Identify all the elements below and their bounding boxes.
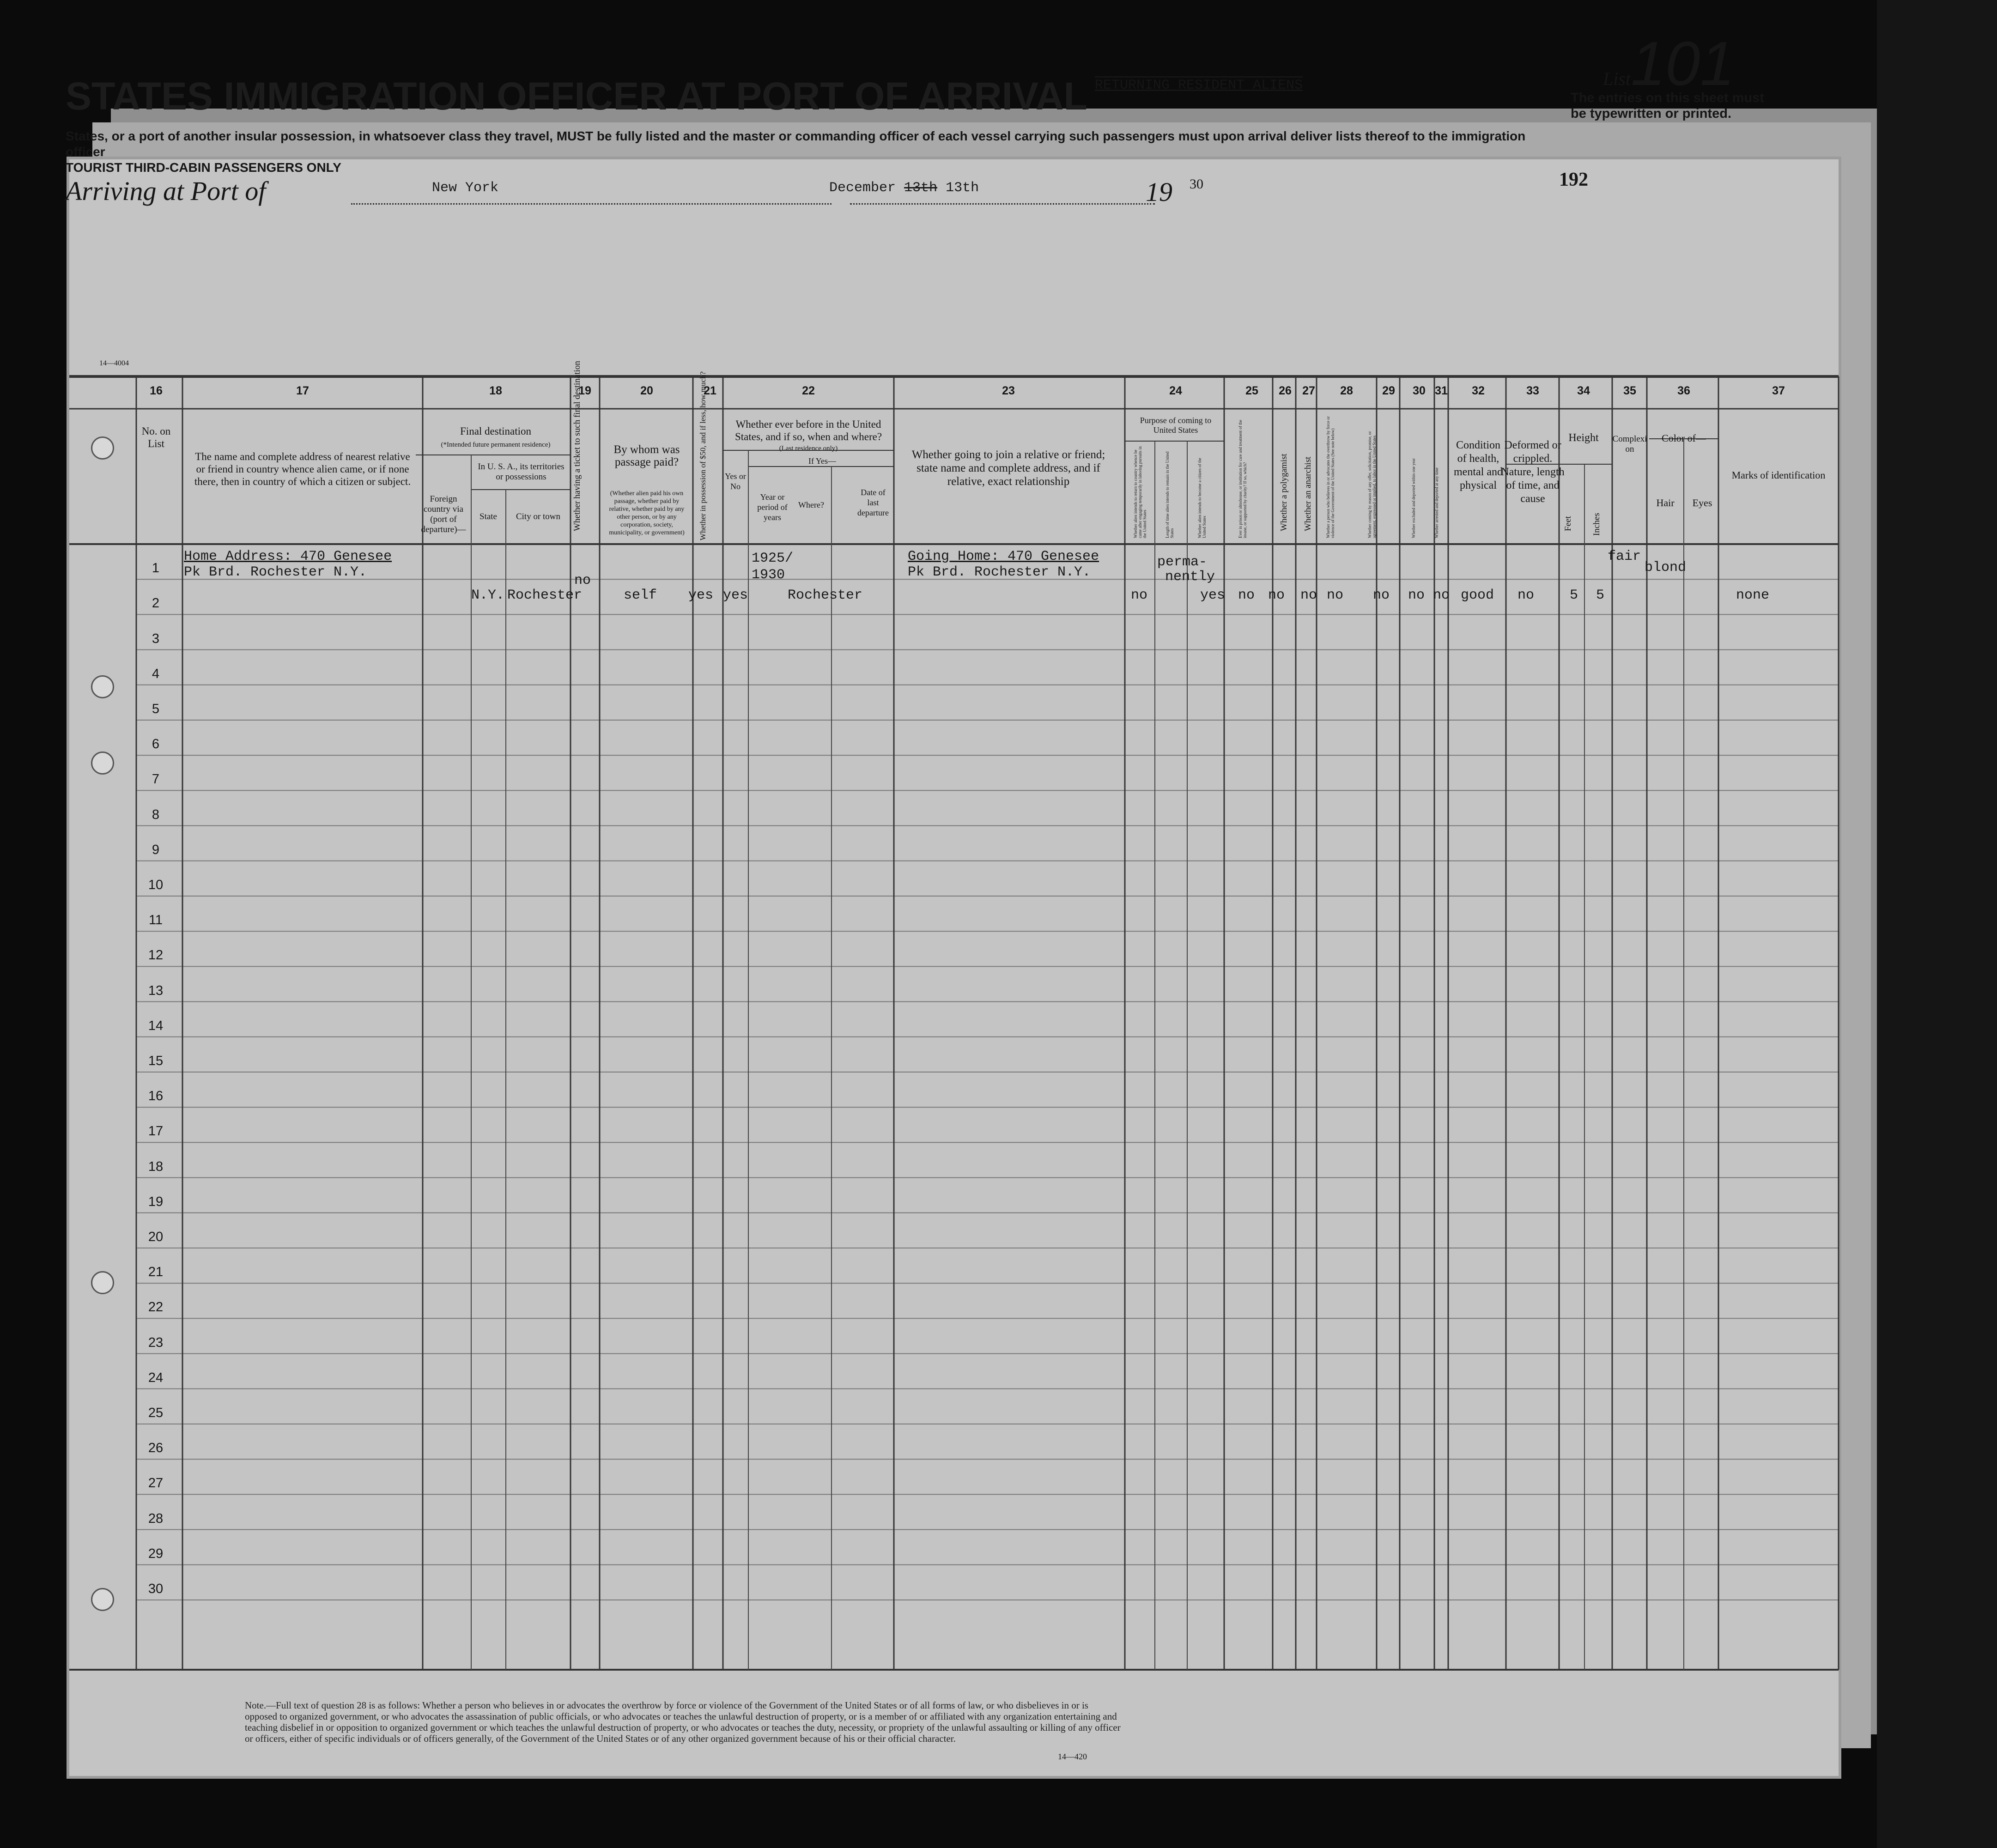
- row-number: 2: [152, 596, 160, 611]
- port-value: New York: [432, 180, 499, 196]
- header-offer-labor: Whether coming by reason of any offer, solicitation, promise, or agreement, expressed or implied, to labor in the United States: [1367, 431, 1377, 538]
- header-nearest-relative: The name and complete address of nearest relative or friend in country whence alien came, or if none there, then in country of which a citizen or subject.: [194, 451, 411, 487]
- header-city: City or town: [516, 512, 561, 521]
- entry-ticket: no: [574, 573, 591, 588]
- row-number: 26: [148, 1441, 164, 1456]
- header-eyes: Eyes: [1692, 497, 1712, 509]
- col-num: 17: [296, 384, 309, 397]
- date-month: December: [829, 180, 896, 196]
- header-length-of-stay: Length of time alien intends to remain in the United States: [1165, 451, 1174, 538]
- form-number-bottom: 14—420: [1058, 1752, 1087, 1761]
- col-num: 31: [1435, 384, 1448, 397]
- header-inches: Inches: [1592, 513, 1602, 536]
- entry-before-yes: yes: [723, 588, 748, 603]
- entry-return-country: no: [1131, 588, 1148, 603]
- entry-marks: none: [1736, 588, 1770, 603]
- row-number: 30: [148, 1581, 164, 1596]
- col-num: 21: [704, 384, 716, 397]
- list-number-value: 101: [1631, 29, 1735, 98]
- entry-join-1: Going Home: 470 Genesee: [908, 549, 1099, 564]
- entry-deported: no: [1433, 588, 1450, 603]
- header-color-of: Color of—: [1662, 432, 1706, 444]
- col-num: 37: [1772, 384, 1785, 397]
- header-intend-citizen: Whether alien intends to become a citizen of the United States: [1197, 458, 1207, 538]
- header-complexion: Complexion: [1612, 434, 1647, 454]
- year-prefix: 19: [1146, 177, 1172, 207]
- entry-polygamist: no: [1268, 588, 1285, 603]
- header-foreign-country: Foreign country via (port of departure)—: [421, 494, 466, 534]
- header-feet: Feet: [1563, 516, 1573, 531]
- date-struck: 13th: [904, 180, 938, 196]
- row-number: 3: [152, 631, 160, 646]
- col-num: 35: [1623, 384, 1636, 397]
- entry-complexion: fair: [1608, 549, 1641, 564]
- entry-money: yes: [688, 588, 714, 603]
- entry-where: Rochester: [788, 588, 863, 603]
- page-title: STATES IMMIGRATION OFFICER AT PORT OF ARRIVAL: [66, 74, 1087, 118]
- col-num: 18: [489, 384, 502, 397]
- header-excluded: Whether excluded and deported within one year: [1411, 458, 1416, 538]
- row-number: 6: [152, 737, 160, 752]
- header-polygamist: Whether a polygamist: [1279, 454, 1289, 531]
- returning-stamp: RETURNING RESIDENT ALIENS: [1095, 78, 1303, 93]
- row-number: 14: [148, 1018, 164, 1033]
- row-number: 29: [148, 1546, 164, 1561]
- header-deformed: Deformed or crippled. Nature, length of time, and cause: [1501, 439, 1565, 505]
- subtitle-line-2: TOURIST THIRD-CABIN PASSENGERS ONLY: [66, 160, 341, 175]
- row-number: 28: [148, 1511, 164, 1526]
- entry-passage: self: [624, 588, 657, 603]
- col-num: 34: [1577, 384, 1590, 397]
- col-num: 27: [1302, 384, 1315, 397]
- header-last-departure: Date of last departure: [857, 488, 889, 517]
- entry-city: Rochester: [507, 588, 583, 603]
- entry-overthrow: no: [1327, 588, 1344, 603]
- row-number: 27: [148, 1476, 164, 1491]
- date-day: 13th: [946, 180, 979, 196]
- col-num: 23: [1002, 384, 1015, 397]
- header-height: Height: [1568, 432, 1599, 444]
- header-health: Condition of health, mental and physical: [1454, 439, 1503, 491]
- header-no-on-list: No. on List: [141, 425, 171, 449]
- year-suffix: 30: [1190, 176, 1203, 192]
- header-return-country: Whether alien intends to return to country whence he came after engaging temporarily in laboring pursuits in the United States: [1133, 446, 1147, 538]
- entry-length-2: nently: [1165, 569, 1215, 585]
- header-final-destination: Final destination: [460, 425, 531, 437]
- header-overthrow: Whether a person who believes in or advocates the overthrow by force or violence of the Government of the United States (See note below): [1326, 416, 1335, 538]
- header-yes-no: Yes or No: [725, 472, 746, 491]
- row-number: 23: [148, 1335, 164, 1350]
- entry-feet: 5: [1570, 588, 1578, 603]
- header-marks: Marks of identification: [1731, 469, 1826, 481]
- header-purpose: Purpose of coming to United States: [1140, 416, 1212, 435]
- row-number: 19: [148, 1194, 164, 1209]
- col-num: 30: [1413, 384, 1426, 397]
- entry-health: good: [1461, 588, 1494, 603]
- header-final-destination-note: (*Intended future permanent residence): [441, 441, 551, 448]
- row-number: 9: [152, 842, 160, 857]
- col-num: 28: [1340, 384, 1353, 397]
- header-in-usa: In U. S. A., its territories or possessions: [478, 462, 565, 482]
- row-number: 15: [148, 1054, 164, 1068]
- entry-home-address-1: Home Address: 470 Genesee: [184, 549, 392, 564]
- row-number: 24: [148, 1370, 164, 1385]
- header-money: Whether in possession of $50, and if less, how much?: [698, 371, 707, 540]
- row-number: 4: [152, 666, 160, 681]
- row-number: 11: [148, 913, 163, 928]
- printed-year: 192: [1559, 169, 1588, 190]
- col-num: 20: [640, 384, 653, 397]
- form-number-top: 14—4004: [99, 359, 129, 367]
- header-ever-before-note: (Last residence only): [779, 445, 838, 452]
- row-number: 22: [148, 1300, 164, 1315]
- entry-offer: no: [1373, 588, 1390, 603]
- header-deported: Whether arrested and deported at any time: [1434, 467, 1439, 538]
- header-where: Where?: [798, 500, 824, 509]
- header-hair: Hair: [1656, 497, 1675, 509]
- entry-deformed: no: [1517, 588, 1535, 603]
- header-passage-note: (Whether alien paid his own passage, whether paid by relative, whether paid by any other person, or by any corporation, society, municipality, or government): [609, 490, 685, 536]
- entry-anarchist: no: [1300, 588, 1317, 603]
- header-ever-before: Whether ever before in the United States, and if so, when and where?: [734, 418, 882, 442]
- row-number: 16: [148, 1089, 164, 1104]
- footnote: Note.—Full text of question 28 is as follows: Whether a person who believes in or advocates the overthrow by force or violence of the Government of the United States or of all forms of law, or who disbelieves in or is opposed to organized government, or who advocates the assassination of public officials, or who advocates or teaches the unlawful destruction of property, or is a member of or affiliated with any organization entertaining and teaching disbelief in or opposition to organized government or which teaches the unlawful destruction of property, or who advocates or teaches the duty, necessity, or propriety of the unlawful assaulting or killing of any officer or officers, either of specific individuals or of officers generally, of the Government of the United States or of any other organized government because of his or their official character.: [245, 1700, 1121, 1744]
- arriving-label: Arriving at Port of: [66, 176, 266, 206]
- col-num: 36: [1677, 384, 1690, 397]
- row-number: 13: [148, 983, 164, 998]
- col-num: 32: [1472, 384, 1485, 397]
- entry-prison: no: [1238, 588, 1255, 603]
- col-num: 22: [802, 384, 815, 397]
- row-number: 18: [148, 1159, 164, 1174]
- header-if-yes: If Yes—: [808, 456, 836, 466]
- entry-excluded: no: [1408, 588, 1425, 603]
- entries-note: The entries on this sheet must be typewritten or printed.: [1571, 91, 1764, 121]
- row-number: 10: [148, 878, 164, 892]
- entry-year-1: 1925/: [752, 551, 794, 566]
- header-year: Year or period of years: [757, 492, 788, 522]
- row-number: 7: [152, 772, 160, 787]
- entry-year-2: 1930: [752, 567, 785, 583]
- col-num: 19: [578, 384, 591, 397]
- row-number: 20: [148, 1230, 164, 1244]
- row-number: 17: [148, 1124, 164, 1139]
- row-number: 5: [152, 702, 160, 716]
- col-num: 25: [1245, 384, 1258, 397]
- entry-join-2: Pk Brd. Rochester N.Y.: [908, 564, 1091, 580]
- row-number: 1: [152, 561, 160, 576]
- col-num: 16: [150, 384, 163, 397]
- header-ticket: Whether having a ticket to such final destination: [572, 361, 582, 531]
- col-num: 26: [1279, 384, 1292, 397]
- header-join-relative: Whether going to join a relative or friend; state name and complete address, and if relative, exact relationship: [911, 448, 1105, 488]
- entry-length-1: perma-: [1157, 554, 1208, 570]
- entry-home-address-2: Pk Brd. Rochester N.Y.: [184, 564, 367, 580]
- col-num: 24: [1169, 384, 1182, 397]
- row-number: 12: [148, 948, 164, 963]
- col-num: 29: [1382, 384, 1395, 397]
- header-prison: Ever in prison or almshouse, or institution for care and treatment of the insane, or supported by charity? If so, which?: [1238, 419, 1247, 538]
- entry-state: N.Y.: [471, 588, 505, 603]
- entry-inches: 5: [1596, 588, 1605, 603]
- entry-citizen: yes: [1200, 588, 1226, 603]
- subtitle-line-1: States, or a port of another insular possession, in whatsoever class they travel, MUST be fully listed and the master or commanding officer of each vessel carrying such passengers must upon arrival deliver lists thereof to the immigration officer: [66, 129, 1526, 159]
- row-number: 21: [148, 1265, 164, 1280]
- header-passage: By whom was passage paid?: [613, 443, 680, 468]
- list-label: List: [1603, 68, 1631, 89]
- header-state: State: [480, 512, 497, 521]
- row-number: 25: [148, 1406, 164, 1420]
- entry-hair: blond: [1645, 560, 1687, 576]
- row-number: 8: [152, 807, 160, 822]
- col-num: 33: [1526, 384, 1539, 397]
- header-anarchist: Whether an anarchist: [1303, 456, 1313, 531]
